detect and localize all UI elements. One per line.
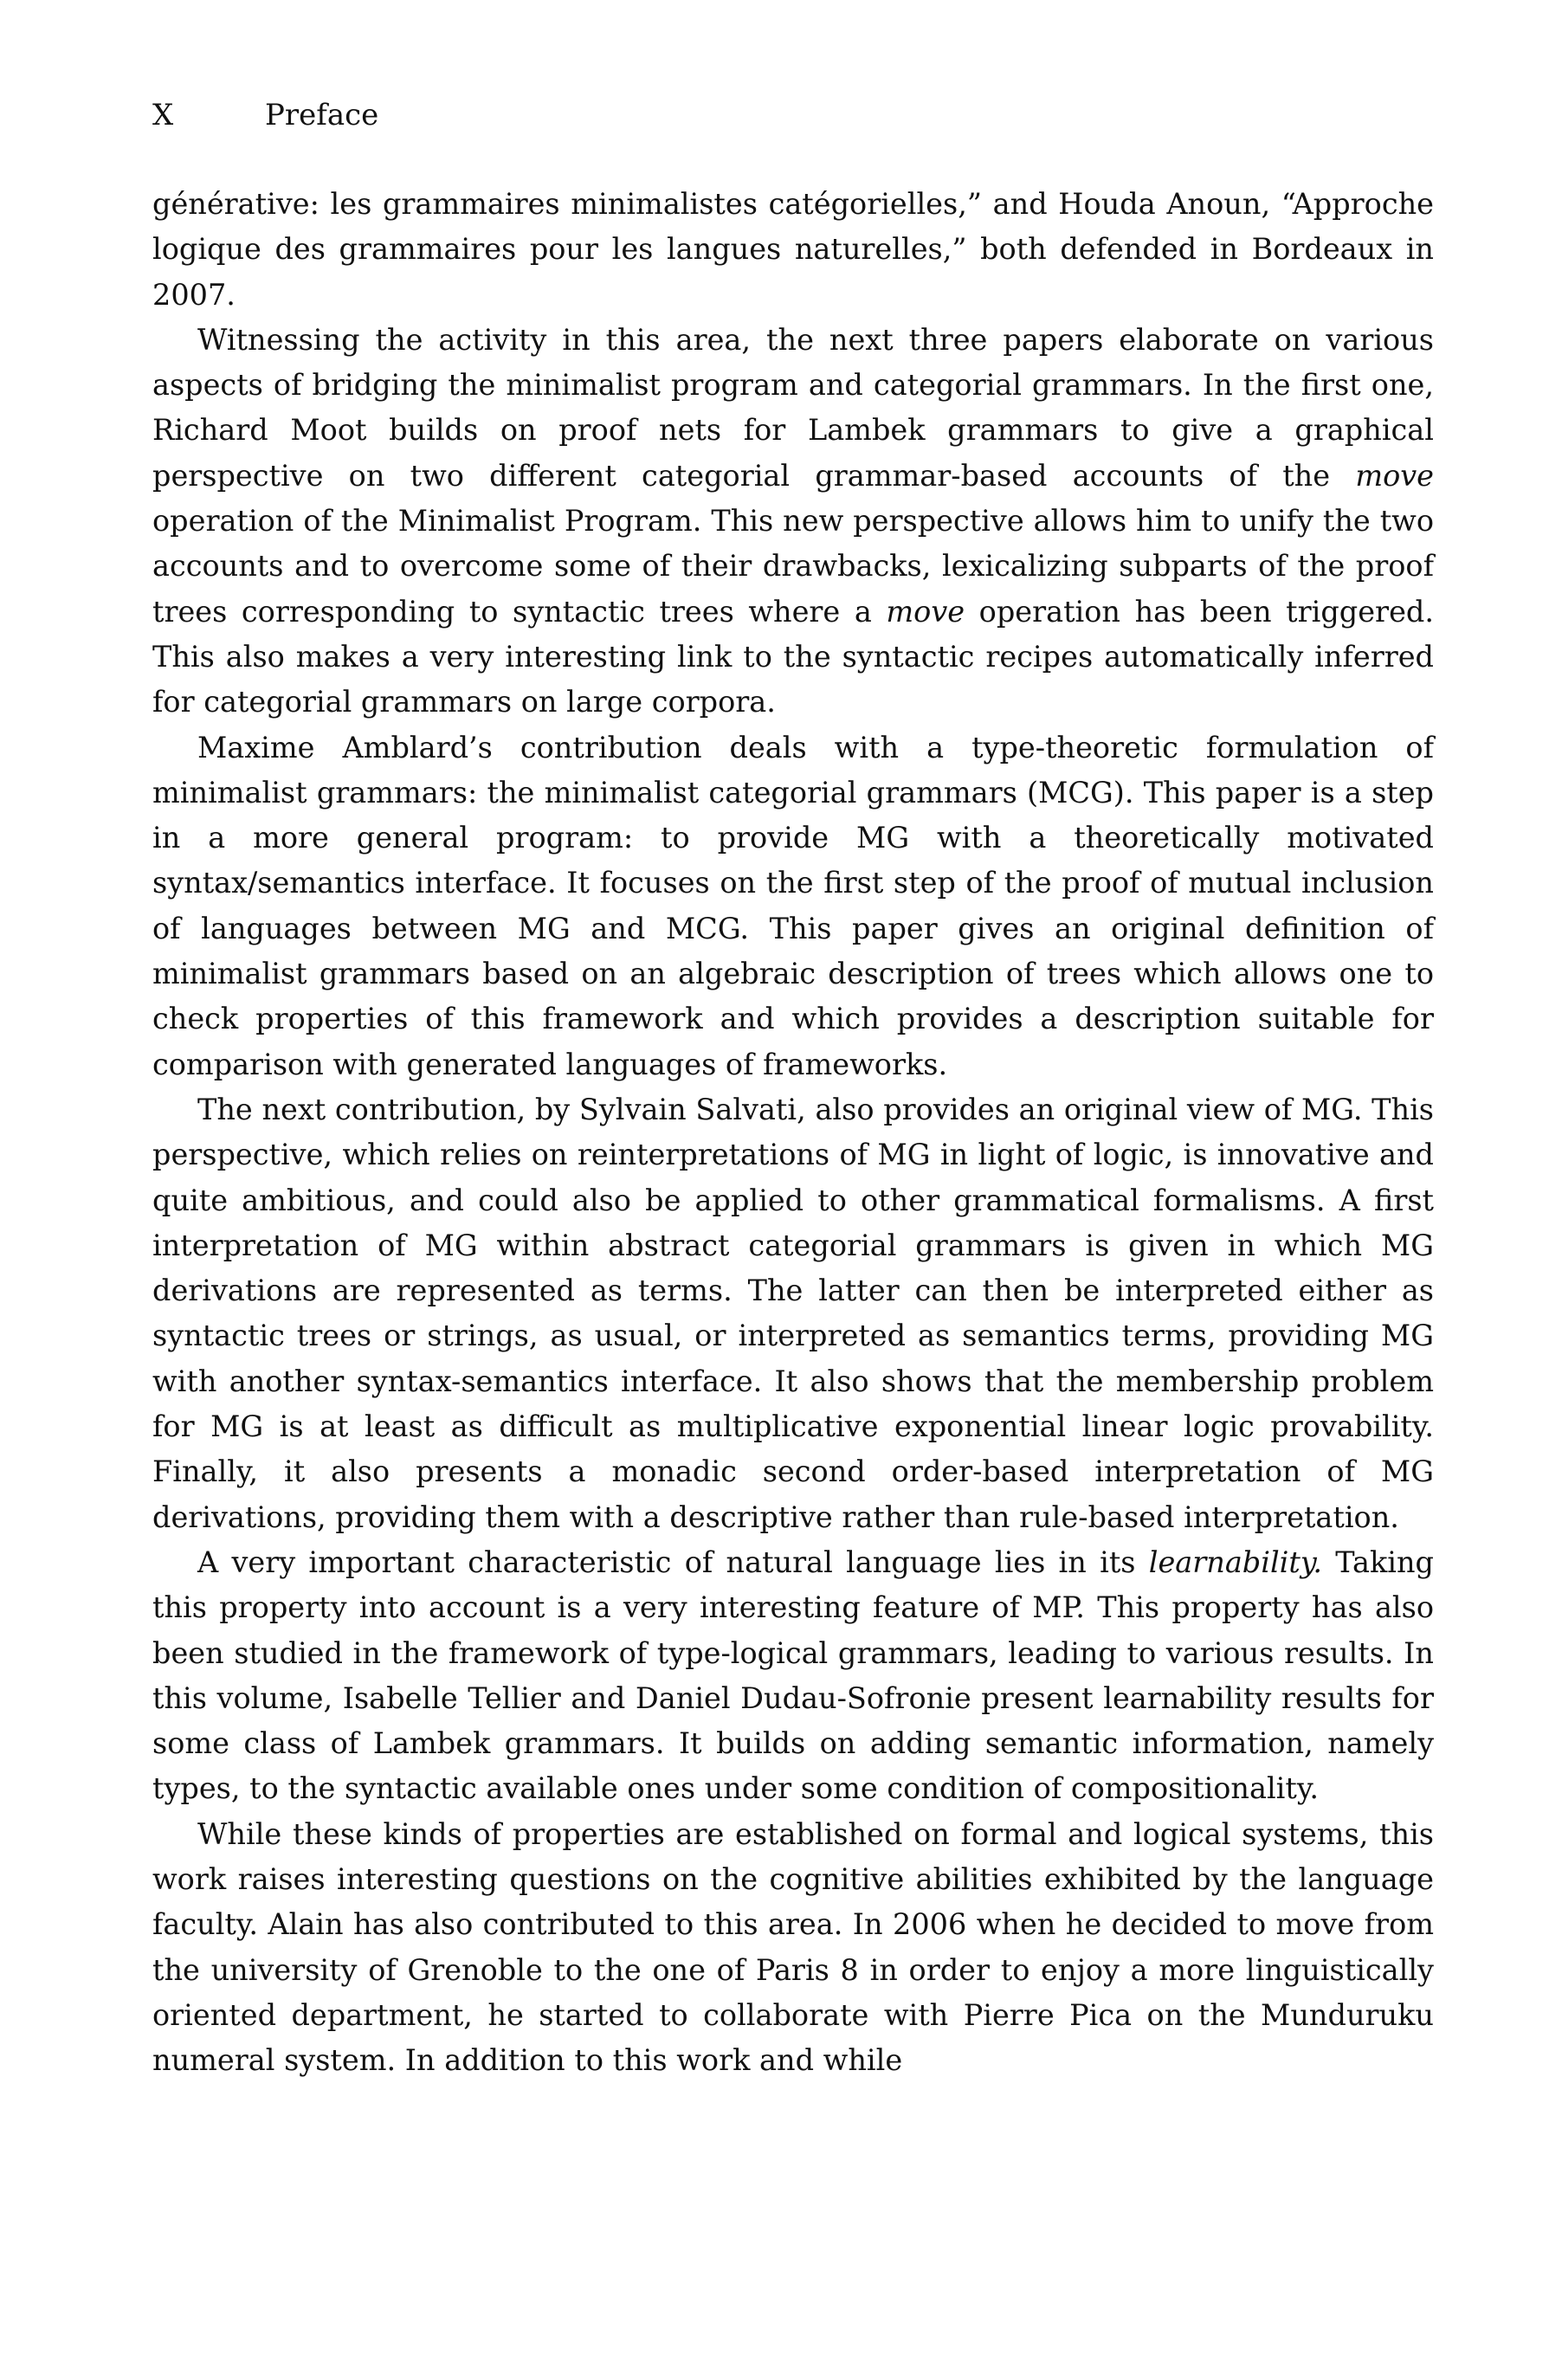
paragraph — [152, 182, 1434, 318]
paragraph — [152, 1540, 1434, 1812]
paragraph-text: générative: les grammaires minimalistes catégorielles,” and Houda Anoun, “Approche logique des grammaires pour les langues naturelles,” both defended in Bordeaux in 2007. — [152, 187, 1434, 312]
paragraph-text: operation has been triggered. This also makes a very interesting link to the syntactic recipes automatically inferred for categorial grammars on large corpora. — [152, 594, 1434, 719]
paragraph-text: Taking this property into account is a very interesting feature of MP. This property has also been studied in the framework of type-logical grammars, leading to various results. In this volume, Isabelle Tellier and Daniel Dudau-Sofronie present learnability results for some class of Lambek grammars. It builds on adding semantic information, namely types, to the syntactic available ones under some condition of compositionality. — [152, 1545, 1434, 1806]
paragraph-text: operation of the Minimalist Program. This new perspective allows him to unify the two accounts and to overcome some of their drawbacks, lexicalizing subparts of the proof trees corresponding to syntactic trees where a — [152, 504, 1434, 629]
section-title: Preface — [265, 98, 379, 132]
paragraph-text: Witnessing the activity in this area, the next three papers elaborate on various aspects of bridging the minimalist program and categorial grammars. In the first one, Richard Moot builds on proof nets for Lambek grammars to give a graphical perspective on two different categorial grammar-based accounts of the — [152, 322, 1434, 493]
paragraph — [152, 726, 1434, 1087]
paragraph — [152, 1812, 1434, 2084]
paragraph — [152, 318, 1434, 726]
italic-term: move — [886, 594, 965, 629]
paragraph — [152, 1087, 1434, 1540]
page-number: X — [152, 98, 174, 132]
paragraph-text: Maxime Amblard’s contribution deals with a type-theoretic formulation of minimalist grammars: the minimalist categorial grammars (MCG). This paper is a step in a more general program: to provide MG with a theoretically motivated syntax/semantics interface. It focuses on the first step of the proof of mutual inclusion of languages between MG and MCG. This paper gives an original definition of minimalist grammars based on an algebraic description of trees which allows one to check properties of this framework and which provides a description suitable for comparison with generated languages of frameworks. — [152, 730, 1434, 1081]
paragraph-text: While these kinds of properties are established on formal and logical systems, this work raises interesting questions on the cognitive abilities exhibited by the language faculty. Alain has also contributed to this area. In 2006 when he decided to move from the university of Grenoble to the one of Paris 8 in order to enjoy a more linguistically oriented department, he started to collaborate with Pierre Pica on the Munduruku numeral system. In addition to this work and while — [152, 1816, 1434, 2078]
body-text — [152, 182, 1434, 2083]
paragraph-text: A very important characteristic of natural language lies in its — [197, 1545, 1149, 1579]
italic-term: learnability. — [1148, 1545, 1322, 1579]
italic-term: move — [1355, 458, 1434, 493]
paragraph-text: The next contribution, by Sylvain Salvati, also provides an original view of MG. This perspective, which relies on reinterpretations of MG in light of logic, is innovative and quite ambitious, and could also be applied to other grammatical formalisms. A first interpretation of MG within abstract categorial grammars is given in which MG derivations are represented as terms. The latter can then be interpreted either as syntactic trees or strings, as usual, or interpreted as semantics terms, providing MG with another syntax-semantics interface. It also shows that the membership problem for MG is at least as difficult as multiplicative exponential linear logic provability. Finally, it also presents a monadic second order-based interpretation of MG derivations, providing them with a descriptive rather than rule-based interpretation. — [152, 1092, 1434, 1534]
running-head — [152, 94, 1434, 137]
